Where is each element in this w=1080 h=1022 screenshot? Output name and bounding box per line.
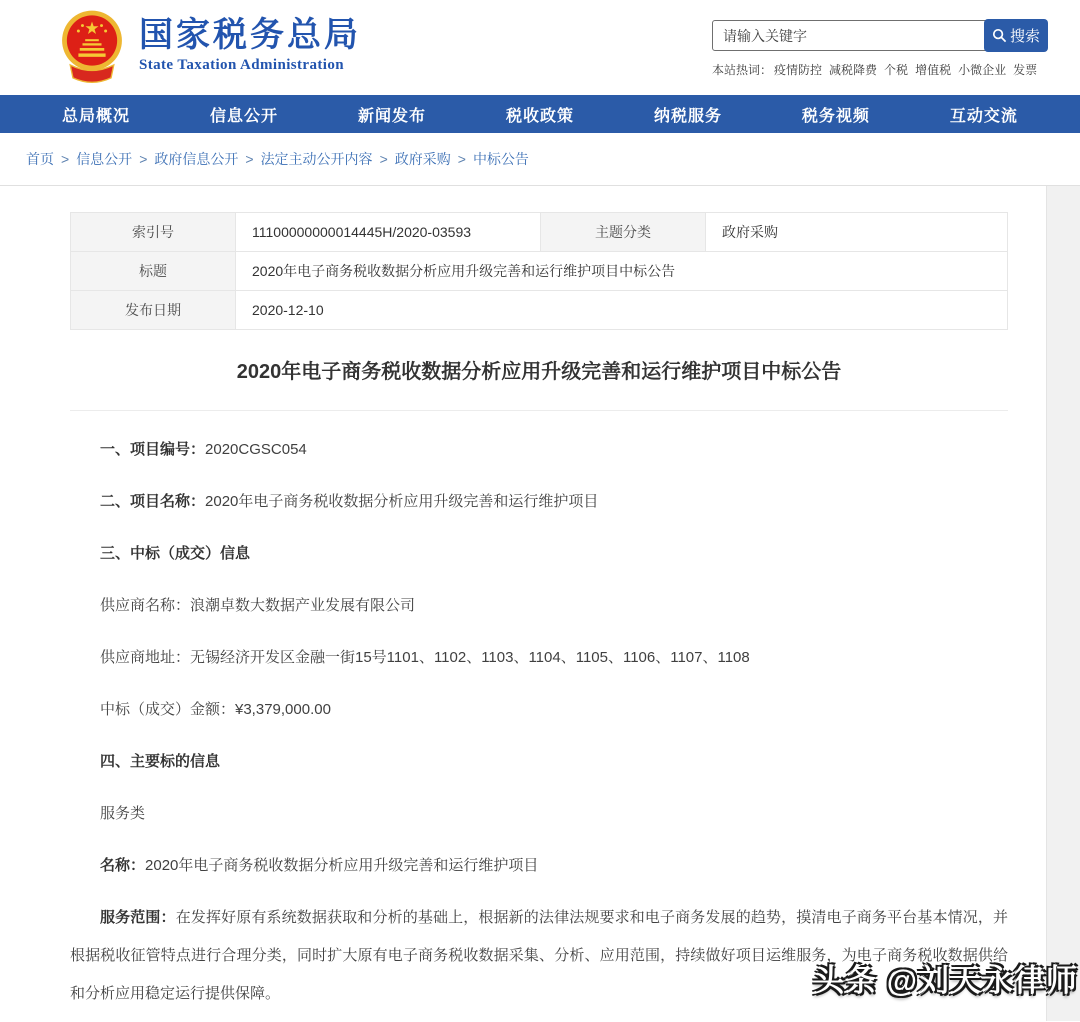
- index-value: 11100000000014445H/2020-03593: [236, 213, 541, 252]
- paragraph-label: 一、项目编号：: [100, 441, 206, 458]
- article-title: 2020年电子商务税收数据分析应用升级完善和运行维护项目中标公告: [236, 361, 842, 383]
- title-divider: [70, 410, 1008, 411]
- hotwords-label: 本站热词：: [712, 63, 773, 77]
- nav-item[interactable]: 互动交流: [949, 107, 1018, 125]
- search-row: [712, 19, 1048, 52]
- main-nav: [0, 95, 1080, 133]
- title-value: 2020年电子商务税收数据分析应用升级完善和运行维护项目中标公告: [236, 252, 1008, 291]
- breadcrumb-separator: >: [61, 151, 70, 167]
- article-body: [70, 431, 1008, 1013]
- breadcrumb-link[interactable]: 政府采购: [394, 151, 451, 167]
- breadcrumb-link[interactable]: 信息公开: [76, 151, 133, 167]
- nav-item[interactable]: 总局概况: [62, 107, 131, 125]
- paragraph-label: 名称：: [100, 857, 146, 874]
- article-paragraph: [70, 483, 1008, 521]
- paragraph-label: 三、中标（成交）信息: [100, 545, 251, 562]
- article-paragraph: [70, 587, 1008, 625]
- breadcrumb-separator: >: [379, 151, 388, 167]
- document-meta-table: [70, 212, 1008, 330]
- breadcrumb-link[interactable]: 政府信息公开: [154, 151, 239, 167]
- table-row: [71, 213, 1008, 252]
- site-subtitle: State Taxation Administration: [139, 57, 344, 73]
- nav-item[interactable]: 新闻发布: [357, 107, 426, 125]
- breadcrumb-link[interactable]: 中标公告: [472, 151, 529, 167]
- breadcrumb-separator: >: [245, 151, 254, 167]
- hotword-link[interactable]: 疫情防控: [774, 63, 823, 77]
- article-paragraph: [70, 899, 1008, 1013]
- search-area: [712, 19, 1048, 78]
- breadcrumb-row: [0, 133, 1080, 186]
- site-title: 国家税务总局: [139, 16, 361, 54]
- breadcrumb-link[interactable]: 首页: [26, 151, 54, 167]
- table-row: [71, 252, 1008, 291]
- site-logo[interactable]: [58, 7, 361, 89]
- search-button[interactable]: [984, 19, 1048, 52]
- hotwords-bar: [712, 61, 1048, 78]
- date-label: 发布日期: [71, 291, 236, 330]
- breadcrumb: [26, 149, 529, 169]
- title-label: 标题: [71, 252, 236, 291]
- category-label: 主题分类: [541, 213, 706, 252]
- paragraph-text: 2020CGSC054: [205, 441, 307, 458]
- nav-item[interactable]: 信息公开: [209, 107, 278, 125]
- paragraph-label: 二、项目名称：: [100, 493, 206, 510]
- content-panel: [0, 186, 1047, 1021]
- paragraph-text: 在发挥好原有系统数据获取和分析的基础上，根据新的法律法规要求和电子商务发展的趋势，摸清电子商务平台基本情况，并根据税收征管特点进行合理分类，同时扩大原有电子商务税收数据采集、分析、应用范围，持续做好项目运维服务，为电子商务税收数据供给和分析应用稳定运行提供保障。: [70, 909, 1008, 1002]
- paragraph-text: 服务类: [100, 805, 146, 822]
- table-row: [71, 291, 1008, 330]
- nav-item[interactable]: 纳税服务: [653, 107, 722, 125]
- nav-item[interactable]: 税务视频: [801, 107, 870, 125]
- article-paragraph: [70, 639, 1008, 677]
- article-paragraph: [70, 847, 1008, 885]
- logo-text: [139, 7, 361, 74]
- national-emblem-icon: [58, 7, 126, 89]
- paragraph-text: 2020年电子商务税收数据分析应用升级完善和运行维护项目: [145, 857, 539, 874]
- article-paragraph: [70, 431, 1008, 469]
- breadcrumb-link[interactable]: 法定主动公开内容: [260, 151, 373, 167]
- hotword-link[interactable]: 个税: [884, 63, 909, 77]
- date-value: 2020-12-10: [236, 291, 1008, 330]
- content-inner: [70, 186, 1008, 1013]
- hotword-link[interactable]: 发票: [1013, 63, 1038, 77]
- hotword-link[interactable]: 小微企业: [958, 63, 1007, 77]
- paragraph-text: 2020年电子商务税收数据分析应用升级完善和运行维护项目: [205, 493, 599, 510]
- article-paragraph: [70, 795, 1008, 833]
- breadcrumb-separator: >: [139, 151, 148, 167]
- search-button-label: 搜索: [1009, 28, 1040, 45]
- article-paragraph: [70, 691, 1008, 729]
- toutiao-watermark: 头条 @刘天永律师: [813, 963, 1078, 998]
- article-paragraph: [70, 743, 1008, 781]
- breadcrumb-separator: >: [457, 151, 466, 167]
- site-header: [0, 0, 1080, 95]
- paragraph-text: 供应商地址：无锡经济开发区金融一街15号1101、1102、1103、1104、1105、1106、1107、1108: [100, 649, 750, 666]
- hotword-link[interactable]: 减税降费: [829, 63, 878, 77]
- paragraph-text: 供应商名称：浪潮卓数大数据产业发展有限公司: [100, 597, 416, 614]
- nav-item[interactable]: 税收政策: [505, 107, 574, 125]
- paragraph-label: 四、主要标的信息: [100, 753, 221, 770]
- paragraph-text: 中标（成交）金额：¥3,379,000.00: [100, 701, 331, 718]
- hotwords-list: [774, 63, 1044, 77]
- search-icon: [992, 28, 1007, 43]
- hotword-link[interactable]: 增值税: [915, 63, 952, 77]
- content-background: [0, 186, 1080, 1021]
- index-label: 索引号: [71, 213, 236, 252]
- search-input[interactable]: [712, 20, 986, 51]
- category-value: 政府采购: [706, 213, 1008, 252]
- paragraph-label: 服务范围：: [100, 909, 176, 926]
- article-paragraph: [70, 535, 1008, 573]
